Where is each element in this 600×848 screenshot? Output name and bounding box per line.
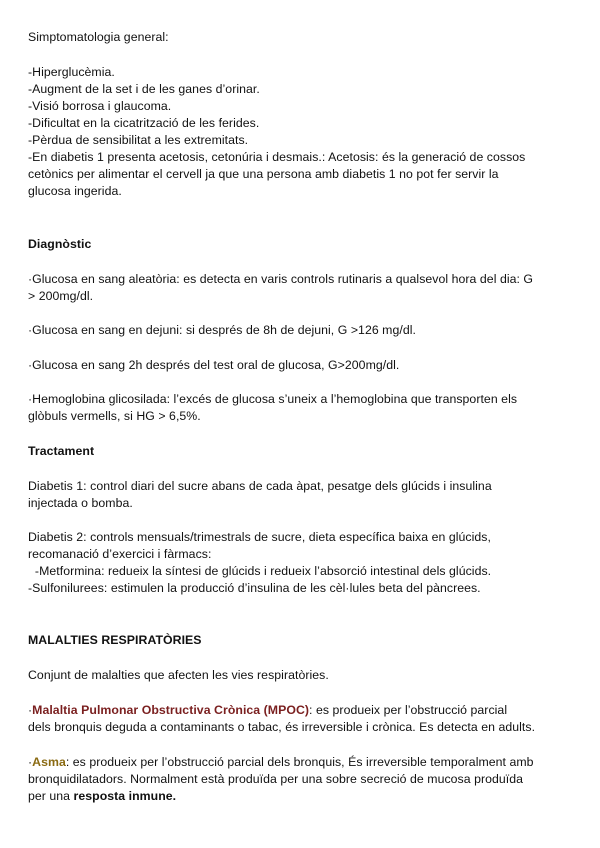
- hemoglobin-line: glòbuls vermells, si HG > 6,5%.: [28, 409, 201, 423]
- metformin-line: -Metformina: redueix la síntesi de glúcids i redueix l’absorció intestinal dels glúcids.: [28, 564, 492, 578]
- acetosis-line: cetònics per alimentar el cervell ja que una persona amb diabetis 1 no pot fer servir la: [28, 167, 499, 181]
- symptom-item: -Hiperglucèmia.: [28, 65, 115, 79]
- hemoglobin-line: ·Hemoglobina glicosilada: l’excés de glucosa s’uneix a l’hemoglobina que transporten els: [28, 392, 518, 406]
- random-glucose-line: > 200mg/dl.: [28, 289, 94, 303]
- asthma-bullet: ·: [28, 755, 33, 769]
- symptom-item: -Dificultat en la cicatrització de les ferides.: [28, 116, 260, 130]
- mpoc-text: : es produeix per l’obstrucció parcial: [309, 703, 508, 717]
- mpoc-line: dels bronquis deguda a contaminants o tabac, és irreversible i crònica. Es detecta en adults.: [28, 720, 536, 734]
- mpoc-bullet: ·: [28, 703, 33, 717]
- mpoc-term: Malaltia Pulmonar Obstructiva Crònica (MPOC): [32, 703, 310, 717]
- diabetes2-line: recomanació d’exercici i fàrmacs:: [28, 547, 212, 561]
- random-glucose-line: ·Glucosa en sang aleatòria: es detecta en varis controls rutinaris a qualsevol hora del dia: G: [28, 272, 534, 286]
- mpoc-line: [28, 702, 507, 718]
- respiratory-heading: MALALTIES RESPIRATÒRIES: [28, 633, 202, 647]
- diabetes2-line: Diabetis 2: controls mensuals/trimestrals de sucre, dieta específica baixa en glúcids,: [28, 530, 491, 544]
- asthma-line3-text: per una: [28, 789, 74, 803]
- treatment-heading: Tractament: [28, 444, 95, 458]
- asthma-term: Asma: [32, 755, 66, 769]
- symptom-item: -Visió borrosa i glaucoma.: [28, 99, 172, 113]
- acetosis-line: -En diabetis 1 presenta acetosis, cetonúria i desmais.: Acetosis: és la generació de cossos: [28, 150, 526, 164]
- diabetes1-line: injectada o bomba.: [28, 496, 133, 510]
- respiratory-intro: Conjunt de malalties que afecten les vies respiratòries.: [28, 668, 329, 682]
- asthma-line: bronquidilatadors. Normalment està produïda per una sobre secreció de mucosa produïda: [28, 772, 524, 786]
- fasting-glucose-line: ·Glucosa en sang en dejuni: si després de 8h de dejuni, G >126 mg/dl.: [28, 323, 416, 337]
- asthma-text: : es produeix per l’obstrucció parcial dels bronquis, És irreversible temporalment amb: [65, 755, 534, 769]
- oral-test-line: ·Glucosa en sang 2h després del test oral de glucosa, G>200mg/dl.: [28, 358, 400, 372]
- symptom-item: -Augment de la set i de les ganes d’orinar.: [28, 82, 260, 96]
- asthma-line: [28, 788, 176, 804]
- symptom-item: -Pèrdua de sensibilitat a les extremitats.: [28, 133, 249, 147]
- diabetes1-line: Diabetis 1: control diari del sucre abans de cada àpat, pesatge dels glúcids i insulina: [28, 479, 492, 493]
- diagnosis-heading: Diagnòstic: [28, 237, 92, 251]
- immune-response-term: resposta inmune.: [73, 789, 177, 803]
- asthma-line: [28, 754, 534, 770]
- acetosis-line: glucosa ingerida.: [28, 184, 122, 198]
- sulfonylurea-line: -Sulfonilurees: estimulen la producció d’insulina de les cèl·lules beta del pàncrees.: [28, 581, 481, 595]
- symptoms-heading: Simptomatologia general:: [28, 30, 169, 44]
